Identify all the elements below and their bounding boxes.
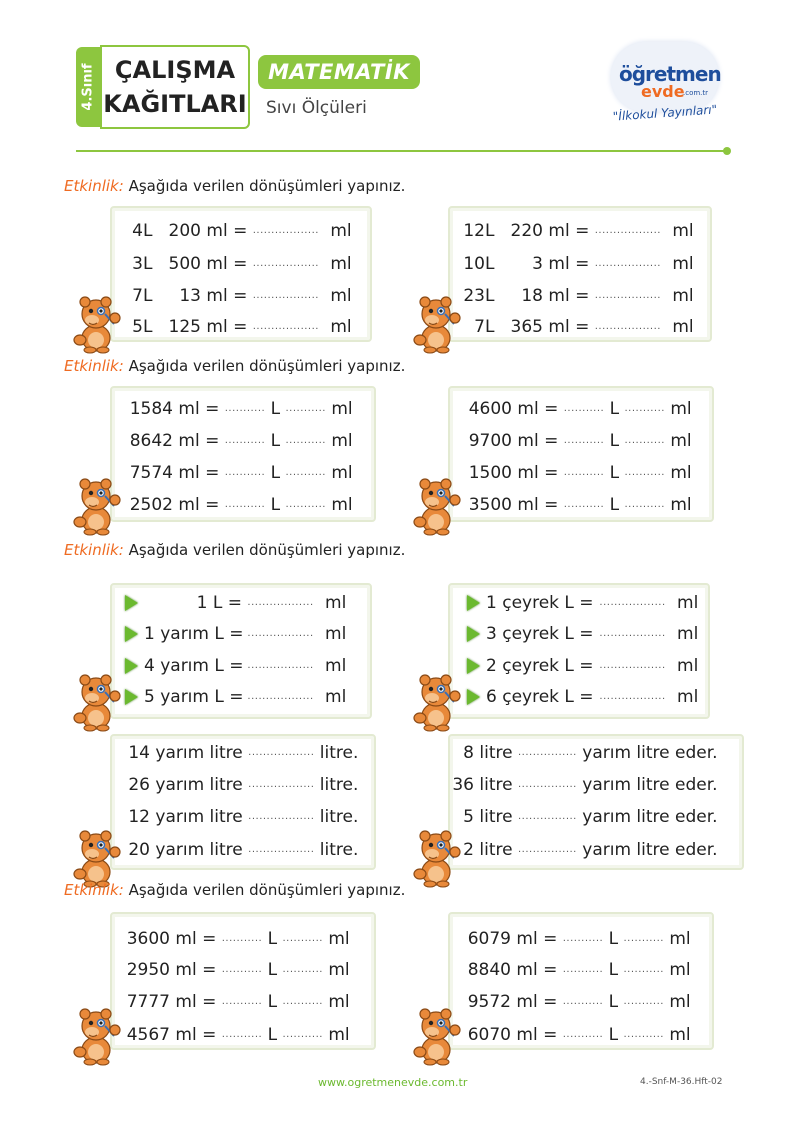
row-text: yarım litre [150,743,249,763]
row-text: ml [319,687,347,707]
row-text: L [604,463,625,483]
row-text: 1 L = [196,593,242,613]
header-divider-dot [723,147,731,155]
exercise-row [122,1024,350,1046]
row-text: ml = [512,463,564,483]
row-text: 23 [463,286,485,306]
row-text: litre [474,807,518,827]
activity-instruction: Aşağıda verilen dönüşümleri yapınız. [123,881,406,899]
row-text: 220 [510,221,543,241]
exercise-row [466,494,692,516]
exercise-row [125,686,346,708]
play-arrow-icon [125,626,138,642]
row-text: 20 [128,840,150,860]
exercise-row [450,839,718,861]
play-arrow-icon [467,658,480,674]
row-text: ml [664,463,692,483]
answer-blank[interactable]: ........... [221,996,263,1007]
bear-mascot-icon [410,290,464,354]
row-text: L [265,463,286,483]
row-text: ml = [512,399,564,419]
row-text: litre [474,840,518,860]
exercise-row [128,806,358,828]
answer-blank[interactable]: ................ [518,844,577,855]
exercise-row [450,806,718,828]
exercise-row [129,220,352,242]
bear-mascot-icon [70,472,124,536]
row-text: ml [666,317,694,337]
exercise-row [466,430,692,452]
row-text: 3 çeyrek L = [486,624,594,644]
row-text: ml = [173,399,225,419]
row-text: 4 [132,221,143,241]
row-text: ml [324,317,352,337]
answer-blank[interactable]: ........... [562,996,604,1007]
row-text: ml [663,960,691,980]
exercise-row [127,430,353,452]
row-text: 1 çeyrek L = [486,593,594,613]
activity-label: Etkinlik: [64,881,124,899]
play-arrow-icon [467,689,480,705]
row-text: 3500 [468,495,512,515]
answer-blank[interactable]: ........... [624,467,665,478]
grade-tab [76,47,100,127]
row-text: ml = [173,495,225,515]
bear-mascot-icon [410,472,464,536]
answer-blank[interactable]: ........... [221,964,263,975]
row-text: 500 [168,254,201,274]
subject-badge: MATEMATİK [258,55,420,89]
row-text: L [485,286,495,306]
play-arrow-icon [125,658,138,674]
publisher-logo [605,42,725,132]
answer-blank[interactable]: ........... [563,499,605,510]
answer-blank[interactable]: .................. [247,691,314,702]
row-text: ml [324,286,352,306]
row-text: L [265,495,286,515]
answer-blank[interactable]: ........... [282,996,323,1007]
row-text: L [485,317,495,337]
bear-mascot-icon [70,668,124,732]
row-text: ml [666,254,694,274]
row-text: yarım litre eder. [576,775,718,795]
activity-instruction: Aşağıda verilen dönüşümleri yapınız. [123,177,406,195]
exercise-row [125,623,346,645]
row-text: L [265,399,286,419]
row-text: litre. [314,775,359,795]
exercise-row [127,462,353,484]
exercise-row [125,592,346,614]
row-text: L [603,929,624,949]
row-text: L [262,1025,283,1045]
row-text: L [485,221,495,241]
exercise-row [467,592,698,614]
row-text: L [603,992,624,1012]
answer-blank[interactable]: .................. [248,779,315,790]
answer-blank[interactable]: ........... [562,1029,604,1040]
row-text: 3600 [126,929,170,949]
answer-blank[interactable]: ........... [624,499,665,510]
row-text: ml [671,593,699,613]
row-text: ml = [511,929,563,949]
row-text: L [604,399,625,419]
answer-blank[interactable]: ........... [562,964,604,975]
answer-blank[interactable]: ........... [221,1029,263,1040]
answer-blank[interactable]: ................ [518,747,577,758]
row-text: L [262,929,283,949]
answer-blank[interactable]: .................. [594,321,661,332]
logo-sub-text: evde [641,82,685,101]
row-text: litre [474,775,518,795]
activity-title [64,541,405,559]
answer-blank[interactable]: ........... [285,403,326,414]
row-text: 125 [168,317,201,337]
row-text: ml = [201,286,253,306]
answer-blank[interactable]: .................. [248,844,315,855]
exercise-row [467,655,698,677]
exercise-row [122,991,350,1013]
row-text: ml [664,399,692,419]
bear-mascot-icon [410,668,464,732]
row-text: yarım litre eder. [576,840,718,860]
title-line1: ÇALIŞMA [114,56,236,84]
row-text: yarım litre eder. [576,807,718,827]
row-text: 4567 [126,1025,170,1045]
row-text: 365 [510,317,543,337]
answer-blank[interactable]: .................. [599,628,666,639]
bear-mascot-icon [70,290,124,354]
answer-blank[interactable]: ........... [285,435,326,446]
row-text: 6070 [467,1025,511,1045]
exercise-row [467,623,698,645]
answer-blank[interactable]: ........... [224,499,266,510]
exercise-row [129,285,352,307]
row-text: ml [319,624,347,644]
answer-blank[interactable]: ........... [221,933,263,944]
row-text: 2950 [126,960,170,980]
exercise-row [128,774,358,796]
answer-blank[interactable]: ........... [624,435,665,446]
row-text: ml [666,221,694,241]
row-text: 5 [132,317,143,337]
row-text: L [262,960,283,980]
row-text: ml = [173,431,225,451]
answer-blank[interactable]: ........... [623,933,664,944]
answer-blank[interactable]: ................ [518,811,577,822]
row-text: L [604,431,625,451]
row-text: L [143,317,153,337]
logo-domain-text: .com.tr [683,89,709,97]
row-text: 18 [521,286,543,306]
row-text: ml = [173,463,225,483]
row-text: 1 yarım L = [144,624,244,644]
row-text: 2 [463,840,474,860]
row-text: 5 yarım L = [144,687,244,707]
exercise-row [122,959,350,981]
row-text: ml [319,656,347,676]
row-text: L [262,992,283,1012]
row-text: 3 [132,254,143,274]
row-text: 10 [463,254,485,274]
footer-code: 4.-Snf-M-36.Hft-02 [640,1077,723,1087]
exercise-row [467,686,698,708]
answer-blank[interactable]: .................. [247,597,314,608]
row-text: 13 [179,286,201,306]
row-text: ml = [543,221,595,241]
row-text: ml [322,992,350,1012]
row-text: L [604,495,625,515]
answer-blank[interactable]: .................. [594,225,661,236]
exercise-row [129,253,352,275]
row-text: 12 [128,807,150,827]
exercise-row [463,285,694,307]
answer-blank[interactable]: .................. [248,747,315,758]
answer-blank[interactable]: ........... [563,467,605,478]
row-text: ml [325,463,353,483]
answer-blank[interactable]: .................. [252,258,319,269]
row-text: 7777 [126,992,170,1012]
play-arrow-icon [125,595,138,611]
exercise-row [463,1024,691,1046]
row-text: ml = [170,960,222,980]
answer-blank[interactable]: ........... [285,467,326,478]
answer-blank[interactable]: .................. [248,811,315,822]
row-text: litre. [314,807,359,827]
answer-blank[interactable]: ........... [282,1029,323,1040]
answer-blank[interactable]: ........... [224,403,266,414]
answer-blank[interactable]: ........... [623,1029,664,1040]
answer-blank[interactable]: .................. [594,258,661,269]
row-text: ml [671,687,699,707]
row-text: ml = [543,317,595,337]
row-text: ml [663,1025,691,1045]
answer-blank[interactable]: ........... [224,435,266,446]
row-text: 9700 [468,431,512,451]
answer-blank[interactable]: .................. [599,660,666,671]
activity-title [64,357,405,375]
row-text: 5 [463,807,474,827]
row-text: yarım litre [150,775,249,795]
exercise-row [129,316,352,338]
answer-blank[interactable]: ........... [285,499,326,510]
row-text: 7 [132,286,143,306]
exercise-row [127,494,353,516]
exercise-row [127,398,353,420]
row-text: litre. [314,840,359,860]
row-text: ml [324,221,352,241]
answer-blank[interactable]: ........... [282,964,323,975]
row-text: L [485,254,495,274]
activity-label: Etkinlik: [64,541,124,559]
exercise-row [450,742,718,764]
exercise-row [128,839,358,861]
answer-blank[interactable]: .................. [252,290,319,301]
row-text: L [143,221,153,241]
row-text: L [143,254,153,274]
answer-blank[interactable]: .................. [252,321,319,332]
row-text: ml = [511,1025,563,1045]
activity-instruction: Aşağıda verilen dönüşümleri yapınız. [123,357,406,375]
grade-label: 4.Sınıf [80,63,96,111]
answer-blank[interactable]: .................. [247,628,314,639]
row-text: 6 çeyrek L = [486,687,594,707]
row-text: L [265,431,286,451]
row-text: ml [319,593,347,613]
answer-blank[interactable]: .................. [247,660,314,671]
header-divider [76,150,726,152]
row-text: 7574 [129,463,173,483]
bear-mascot-icon [410,1002,464,1066]
answer-blank[interactable]: .................. [594,290,661,301]
row-text: ml = [512,495,564,515]
row-text: yarım litre [150,807,249,827]
row-text: 200 [168,221,201,241]
row-text: 1584 [129,399,173,419]
exercise-row [125,655,346,677]
row-text: ml [664,431,692,451]
footer-url[interactable]: www.ogretmenevde.com.tr [318,1076,468,1089]
row-text: ml [322,929,350,949]
activity-label: Etkinlik: [64,357,124,375]
row-text: litre. [314,743,359,763]
answer-blank[interactable]: ........... [562,933,604,944]
row-text: ml = [170,1025,222,1045]
row-text: ml [664,495,692,515]
bear-mascot-icon [70,824,124,888]
answer-blank[interactable]: ........... [224,467,266,478]
row-text: ml = [512,431,564,451]
row-text: 4 yarım L = [144,656,244,676]
answer-blank[interactable]: .................. [599,597,666,608]
row-text: L [603,960,624,980]
topic-label: Sıvı Ölçüleri [266,98,367,118]
answer-blank[interactable]: ........... [623,996,664,1007]
activity-instruction: Aşağıda verilen dönüşümleri yapınız. [123,541,406,559]
row-text: 3 [532,254,543,274]
exercise-row [463,220,694,242]
row-text: 6079 [467,929,511,949]
answer-blank[interactable]: ................ [518,779,577,790]
row-text: 8642 [129,431,173,451]
row-text: ml = [511,960,563,980]
row-text: yarım litre eder. [576,743,718,763]
logo-tagline: "İlkokul Yayınları" [612,102,718,124]
row-text: 2502 [129,495,173,515]
row-text: ml [324,254,352,274]
exercise-row [463,928,691,950]
row-text: ml = [201,221,253,241]
row-text: 8840 [467,960,511,980]
activity-title [64,177,405,195]
row-text: ml [325,495,353,515]
answer-blank[interactable]: ........... [624,403,665,414]
row-text: ml [322,1025,350,1045]
exercise-row [463,959,691,981]
row-text: 9572 [467,992,511,1012]
row-text: 4600 [468,399,512,419]
row-text: 14 [128,743,150,763]
row-text: ml [325,399,353,419]
row-text: ml = [543,254,595,274]
exercise-row [466,398,692,420]
play-arrow-icon [467,626,480,642]
row-text: ml [322,960,350,980]
bear-mascot-icon [70,1002,124,1066]
exercise-row [463,991,691,1013]
row-text: ml [671,656,699,676]
row-text: ml = [201,254,253,274]
answer-blank[interactable]: ........... [563,435,605,446]
exercise-row [122,928,350,950]
answer-blank[interactable]: ........... [563,403,605,414]
answer-blank[interactable]: .................. [252,225,319,236]
play-arrow-icon [125,689,138,705]
logo-main-text: öğretmen [619,62,721,86]
exercise-row [463,316,694,338]
answer-blank[interactable]: .................. [599,691,666,702]
row-text: ml = [170,929,222,949]
exercise-row [466,462,692,484]
answer-blank[interactable]: ........... [282,933,323,944]
worksheet-title [100,45,250,129]
activity-label: Etkinlik: [64,177,124,195]
row-text: ml [663,992,691,1012]
title-line2: KAĞITLARI [103,90,247,118]
row-text: ml [663,929,691,949]
activity-title [64,881,405,899]
row-text: ml = [170,992,222,1012]
row-text: L [603,1025,624,1045]
play-arrow-icon [467,595,480,611]
row-text: ml = [201,317,253,337]
exercise-row [128,742,358,764]
row-text: 7 [474,317,485,337]
row-text: 8 [463,743,474,763]
answer-blank[interactable]: ........... [623,964,664,975]
row-text: yarım litre [150,840,249,860]
row-text: ml [325,431,353,451]
row-text: 26 [128,775,150,795]
exercise-row [463,253,694,275]
row-text: ml [666,286,694,306]
row-text: 36 [452,775,474,795]
row-text: litre [474,743,518,763]
row-text: ml = [543,286,595,306]
row-text: ml [671,624,699,644]
row-text: 12 [463,221,485,241]
exercise-row [450,774,718,796]
row-text: 2 çeyrek L = [486,656,594,676]
row-text: 1500 [468,463,512,483]
row-text: ml = [511,992,563,1012]
row-text: L [143,286,153,306]
